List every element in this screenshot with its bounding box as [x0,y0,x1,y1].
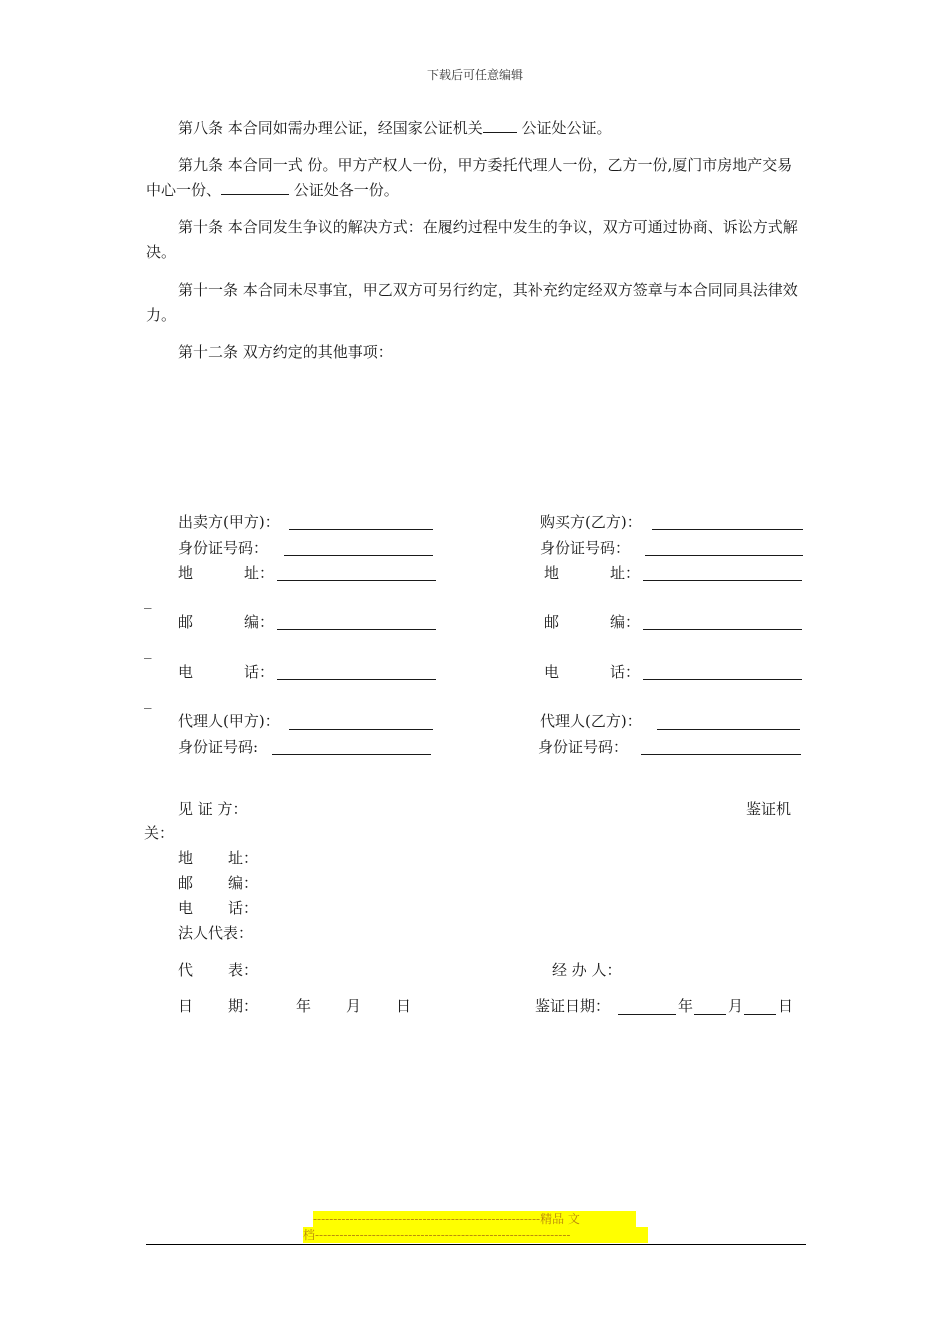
buyer-tel-label: 话： [610,663,641,681]
verify-date-label: 鉴证日期： [535,997,611,1015]
buyer-zip-label: 编： [610,613,641,631]
handler-label: 经 办 人： [552,961,622,979]
verify-day-line [744,1014,776,1015]
dash-mark: _ [144,591,152,609]
date-a: 日 [178,997,194,1015]
seller-addr-a: 地 [178,564,194,582]
clause-8 [146,116,806,141]
buyer-party-label: 购买方(乙方)： [540,513,642,531]
notary-blank [483,118,517,133]
seller-addr-line [277,580,436,581]
buyer-party-line [652,529,803,530]
dash-mark: _ [144,641,152,659]
verify-month: 月 [728,997,744,1015]
buyer-agent-line [657,729,800,730]
verify-year: 年 [678,997,694,1015]
clause-12: 第十二条 双方约定的其他事项： [178,343,393,361]
verifying-org-label-cont: 关： [144,824,175,842]
clause-9 [146,153,806,203]
date-label: 期： [228,997,259,1015]
buyer-agent-id-label: 身份证号码： [538,738,629,756]
buyer-tel-a: 电 [544,663,560,681]
legal-rep-label: 法人代表： [178,924,254,942]
seller-zip-line [277,629,436,630]
dash-mark: _ [144,691,152,709]
page-header: 下载后可任意编辑 [426,68,523,82]
seller-addr-label: 址： [244,564,275,582]
verify-year-line [618,1014,676,1015]
seller-party-label: 出卖方(甲方)： [178,513,280,531]
footer-watermark-line1: --------------------------------------------------------精品 文 [313,1211,636,1227]
witness-label: 见 证 方： [178,800,248,818]
witness-addr-a: 地 [178,849,194,867]
representative-label: 表： [228,961,259,979]
buyer-id-label: 身份证号码： [540,539,631,557]
clause-8-tail: 公证处公证。 [516,119,612,137]
verify-day: 日 [778,997,794,1015]
buyer-addr-a: 地 [544,564,560,582]
witness-tel-a: 电 [178,899,194,917]
witness-tel-label: 话： [228,899,259,917]
seller-tel-line [277,679,436,680]
seller-zip-label: 编： [244,613,275,631]
verify-month-line [694,1014,726,1015]
clause-11: 第十一条 本合同未尽事宜，甲乙双方可另行约定，其补充约定经双方签章与本合同同具法律效力。 [146,281,798,324]
verifying-org-label: 鉴证机 [746,800,792,818]
buyer-addr-label: 址： [610,564,641,582]
buyer-zip-a: 邮 [544,613,560,631]
witness-zip-a: 邮 [178,874,194,892]
buyer-addr-line [643,580,802,581]
clause-10: 第十条 本合同发生争议的解决方式：在履约过程中发生的争议，双方可通过协商、诉讼方式解决。 [146,218,798,261]
clause-9-tail: 公证处各一份。 [289,181,399,199]
seller-tel-a: 电 [178,663,194,681]
seller-agent-label: 代理人(甲方)： [178,712,280,730]
notary-office-blank [221,180,289,195]
clause-8-text: 第八条 本合同如需办理公证，经国家公证机关 [178,119,483,137]
clause-9-text: 第九条 本合同一式 份。甲方产权人一份，甲方委托代理人一份，乙方一份,厦门市房地产交易中心一份、 [146,156,793,199]
buyer-agent-id-line [641,754,801,755]
seller-agent-id-label: 身份证号码: [178,738,259,756]
footer-rule [146,1244,806,1245]
seller-zip-a: 邮 [178,613,194,631]
seller-tel-label: 话： [244,663,275,681]
buyer-id-line [645,555,803,556]
seller-party-line [289,529,433,530]
date-month: 月 [346,997,362,1015]
footer-watermark-line2: 档--------------------------------------------------------------- [303,1227,648,1243]
buyer-tel-line [643,679,802,680]
date-day: 日 [396,997,412,1015]
seller-id-label: 身份证号码： [178,539,269,557]
seller-agent-line [289,729,433,730]
buyer-zip-line [643,629,802,630]
representative-a: 代 [178,961,194,979]
date-year: 年 [296,997,312,1015]
buyer-agent-label: 代理人(乙方)： [540,712,642,730]
witness-zip-label: 编： [228,874,259,892]
witness-addr-label: 址： [228,849,259,867]
seller-id-line [284,555,433,556]
seller-agent-id-line [272,754,431,755]
